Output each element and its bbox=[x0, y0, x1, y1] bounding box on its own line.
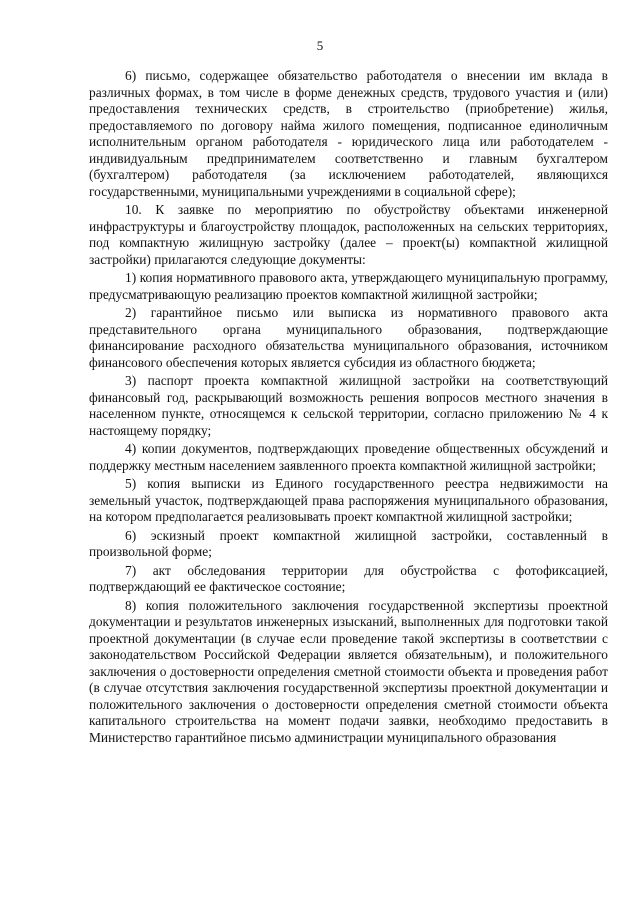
paragraph-item-6-letter: 6) письмо, содержащее обязательство работодателя о внесении им вклада в различных формах, в том числе в форме денежных средств, трудового участия и (или) предоставления технических средств, в строительство (приобретение) жилья, предоставляемого по договору найма жилого помещения, подписанное единоличным исполнительным органом работодателя - юридического лица или работодателем - индивидуальным предпринимателем соответственно и главным бухгалтером (бухгалтером) работодателя (за исключением работодателей, являющихся государственными, муниципальными учреждениями в социальной сфере); bbox=[89, 68, 608, 199]
paragraph-item-5: 5) копия выписки из Единого государственного реестра недвижимости на земельный участок, подтверждающей права распоряжения муниципального образования, на котором предполагается реализовывать проект компактной жилищной застройки; bbox=[89, 476, 608, 524]
paragraph-item-8: 8) копия положительного заключения государственной экспертизы проектной документации и результатов инженерных изысканий, выполненных для подготовки такой проектной документации (в случае если проведение такой экспертизы в соответствии с законодательством Российской Федерации является обязательным), и положительного заключения о достоверности определения сметной стоимости объекта и проведения работ (в случае отсутствия заключения государственной экспертизы проектной документации и положительного заключения о достоверности определения сметной стоимости объекта капитального строительства на момент подачи заявки, необходимо предоставить в Министерство гарантийное письмо администрации муниципального образования bbox=[89, 597, 608, 745]
page-number: 5 bbox=[316, 38, 324, 53]
paragraph-item-6: 6) эскизный проект компактной жилищной застройки, составленный в произвольной форме; bbox=[89, 527, 608, 559]
paragraph-item-7: 7) акт обследования территории для обустройства с фотофиксацией, подтверждающий ее фактическое состояние; bbox=[89, 562, 608, 594]
paragraph-item-3: 3) паспорт проекта компактной жилищной застройки на соответствующий финансовый год, раскрывающий возможность решения вопросов местного значения в населенном пункте, относящемся к сельской территории, согласно приложению № 4 к настоящему порядку; bbox=[89, 373, 608, 438]
paragraph-item-4: 4) копии документов, подтверждающих проведение общественных обсуждений и поддержку местным населением заявленного проекта компактной жилищной застройки; bbox=[89, 441, 608, 473]
paragraph-section-10: 10. К заявке по мероприятию по обустройству объектами инженерной инфраструктуры и благоустройству площадок, расположенных на сельских территориях, под компактную жилищную застройку (далее – проект(ы) компактной жилищной застройки) прилагаются следующие документы: bbox=[89, 202, 608, 267]
paragraph-item-2: 2) гарантийное письмо или выписка из нормативного правового акта представительного органа муниципального образования, подтверждающие финансирование расходного обязательства муниципального образования, источником финансового обеспечения которых является субсидия из областного бюджета; bbox=[89, 305, 608, 370]
document-body bbox=[89, 68, 608, 746]
paragraph-item-1: 1) копия нормативного правового акта, утверждающего муниципальную программу, предусматривающую реализацию проектов компактной жилищной застройки; bbox=[89, 270, 608, 302]
